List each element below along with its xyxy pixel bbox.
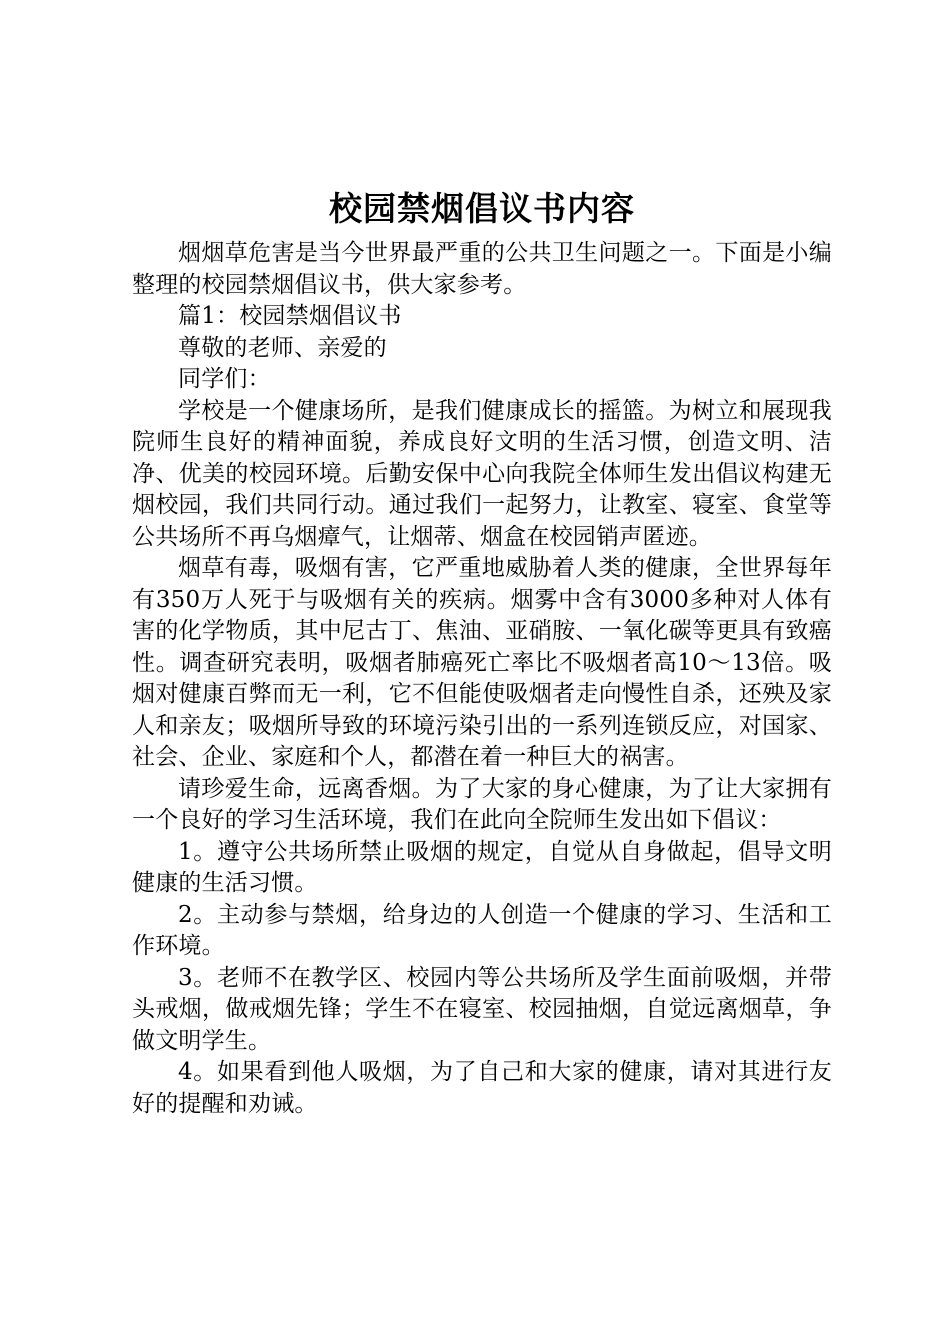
paragraph-salutation: 尊敬的老师、亲爱的 xyxy=(178,334,387,361)
paragraph-proposal-1: 1。遵守公共场所禁止吸烟的规定，自觉从自身做起，倡导文明健康的生活习惯。 xyxy=(132,838,832,896)
document-title: 校园禁烟倡议书内容 xyxy=(329,189,635,228)
paragraph-section-heading: 篇1：校园禁烟倡议书 xyxy=(178,303,402,329)
paragraph-proposal-intro: 请珍爱生命，远离香烟。为了大家的身心健康，为了让大家拥有一个良好的学习生活环境，我们在此向全院师生发出如下倡议： xyxy=(132,775,832,833)
paragraph-intro: 烟烟草危害是当今世界最严重的公共卫生问题之一。下面是小编整理的校园禁烟倡议书，供大家参考。 xyxy=(132,240,832,298)
paragraph-tobacco-harm: 烟草有毒，吸烟有害，它严重地威胁着人类的健康，全世界每年有350万人死于与吸烟有关的疾病。烟雾中含有3000多种对人体有害的化学物质，其中尼古丁、焦油、亚硝胺、一氧化碳等更具有致癌性。调查研究表明，吸烟者肺癌死亡率比不吸烟者高10～13倍。吸烟对健康百弊而无一利，它不但能使吸烟者走向慢性自杀，还殃及家人和亲友；吸烟所导致的环境污染引出的一系列连锁反应，对国家、社会、企业、家庭和个人，都潜在着一种巨大的祸害。 xyxy=(132,555,832,770)
paragraph-proposal-4: 4。如果看到他人吸烟，为了自己和大家的健康，请对其进行友好的提醒和劝诫。 xyxy=(132,1059,832,1117)
document-page xyxy=(132,186,832,1120)
paragraph-school-environment: 学校是一个健康场所，是我们健康成长的摇篮。为树立和展现我院师生良好的精神面貌，养成良好文明的生活习惯，创造文明、洁净、优美的校园环境。后勤安保中心向我院全体师生发出倡议构建无烟校园，我们共同行动。通过我们一起努力，让教室、寝室、食堂等公共场所不再乌烟瘴气，让烟蒂、烟盒在校园销声匿迹。 xyxy=(132,397,832,550)
paragraph-proposal-2: 2。主动参与禁烟，给身边的人创造一个健康的学习、生活和工作环境。 xyxy=(132,901,832,959)
paragraph-proposal-3: 3。老师不在教学区、校园内等公共场所及学生面前吸烟，并带头戒烟，做戒烟先锋；学生不在寝室、校园抽烟，自觉远离烟草，争做文明学生。 xyxy=(132,964,832,1054)
paragraph-salutation-continued: 同学们： xyxy=(178,366,271,392)
